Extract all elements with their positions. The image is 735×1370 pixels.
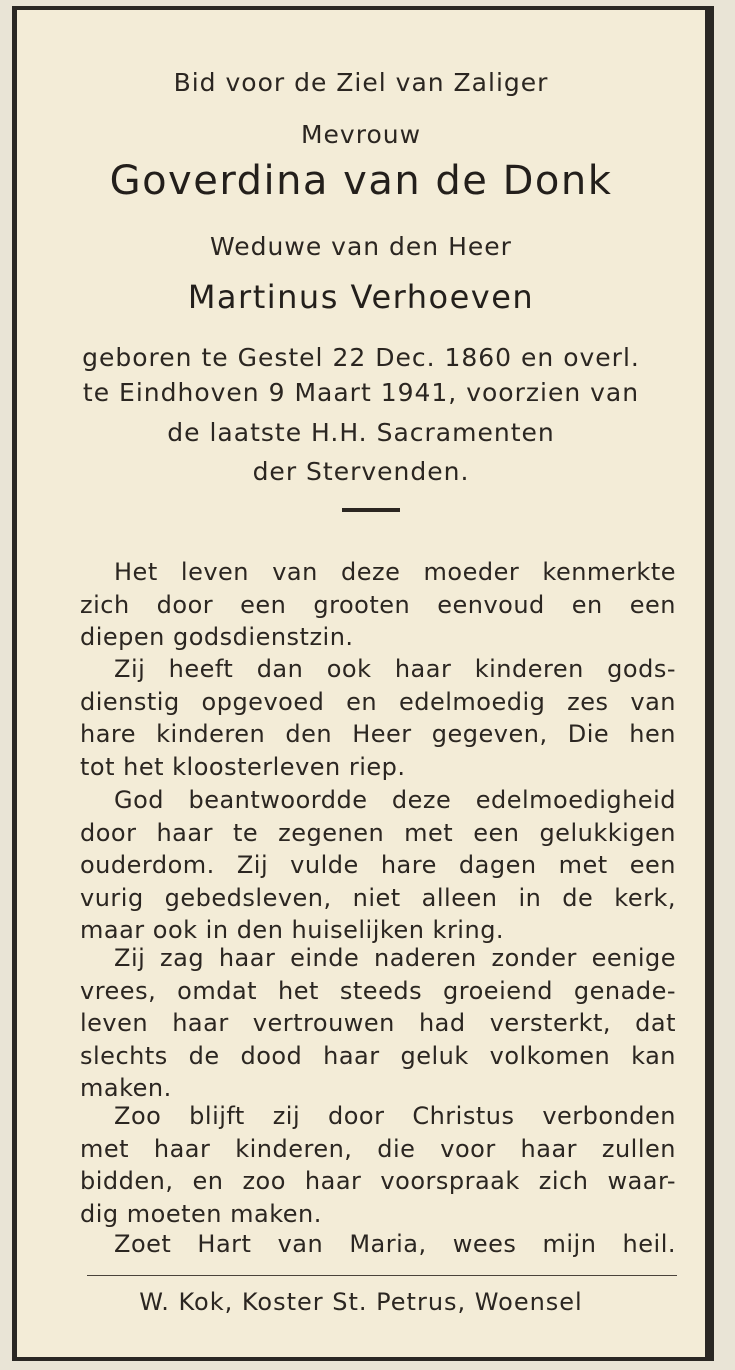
text-line: Zij zag haar einde naderen zonder eenige bbox=[114, 944, 676, 972]
footer-rule bbox=[87, 1275, 677, 1276]
text-line: met haar kinderen, die voor haar zullen bbox=[80, 1134, 676, 1163]
paragraph-6 bbox=[80, 1228, 676, 1261]
text-line: leven haar vertrouwen had versterkt, dat bbox=[80, 1009, 676, 1037]
deceased-name: Goverdina van de Donk bbox=[109, 158, 613, 204]
widow-of-line: Weduwe van den Heer bbox=[210, 232, 512, 261]
text-line: diepen godsdienstzin. bbox=[80, 623, 354, 651]
birth-death-line-1: geboren te Gestel 22 Dec. 1860 en overl. bbox=[82, 343, 640, 372]
birth-death-line-2: te Eindhoven 9 Maart 1941, voorzien van bbox=[82, 378, 640, 407]
paragraph-2 bbox=[80, 653, 676, 783]
text-line: door haar te zegenen met een gelukkigen bbox=[80, 818, 676, 847]
text-line: ouderdom. Zij vulde hare dagen met een bbox=[80, 851, 676, 879]
memorial-card bbox=[12, 6, 714, 1361]
text-line: dig moeten maken. bbox=[80, 1199, 322, 1228]
text-line: zich door een grooten eenvoud en een bbox=[80, 590, 676, 619]
text-line: maken. bbox=[80, 1074, 172, 1102]
text-line: slechts de dood haar geluk volkomen kan bbox=[80, 1041, 676, 1070]
paragraph-5 bbox=[80, 1100, 676, 1230]
divider bbox=[342, 508, 400, 512]
printer-credit: W. Kok, Koster St. Petrus, Woensel bbox=[139, 1288, 583, 1316]
text-line: vrees, omdat het steeds groeiend genade- bbox=[80, 976, 676, 1005]
text-line: dienstig opgevoed en edelmoedig zes van bbox=[80, 687, 676, 716]
sacraments-line-1: de laatste H.H. Sacramenten bbox=[167, 418, 555, 447]
text-line: Zoo blijft zij door Christus verbonden bbox=[114, 1102, 676, 1130]
text-line: bidden, en zoo haar voorspraak zich waar- bbox=[80, 1167, 676, 1195]
text-line: tot het kloosterleven riep. bbox=[80, 752, 406, 781]
prayer-line: Bid voor de Ziel van Zaliger bbox=[173, 68, 549, 97]
sacraments-line-2: der Stervenden. bbox=[252, 457, 470, 486]
text-line: vurig gebedsleven, niet alleen in de kerk, bbox=[80, 883, 676, 912]
paragraph-4 bbox=[80, 942, 676, 1105]
text-line: Het leven van deze moeder kenmerkte bbox=[114, 558, 676, 586]
paragraph-3 bbox=[80, 784, 676, 947]
husband-name: Martinus Verhoeven bbox=[187, 278, 535, 316]
text-line: Zij heeft dan ook haar kinderen gods- bbox=[114, 655, 676, 683]
text-line: maar ook in den huiselijken kring. bbox=[80, 916, 505, 944]
paragraph-1 bbox=[80, 556, 676, 654]
salutation: Mevrouw bbox=[300, 120, 422, 149]
text-line: God beantwoordde deze edelmoedigheid bbox=[114, 786, 676, 814]
text-line: hare kinderen den Heer gegeven, Die hen bbox=[80, 720, 676, 748]
text-line: Zoet Hart van Maria, wees mijn heil. bbox=[114, 1230, 676, 1258]
